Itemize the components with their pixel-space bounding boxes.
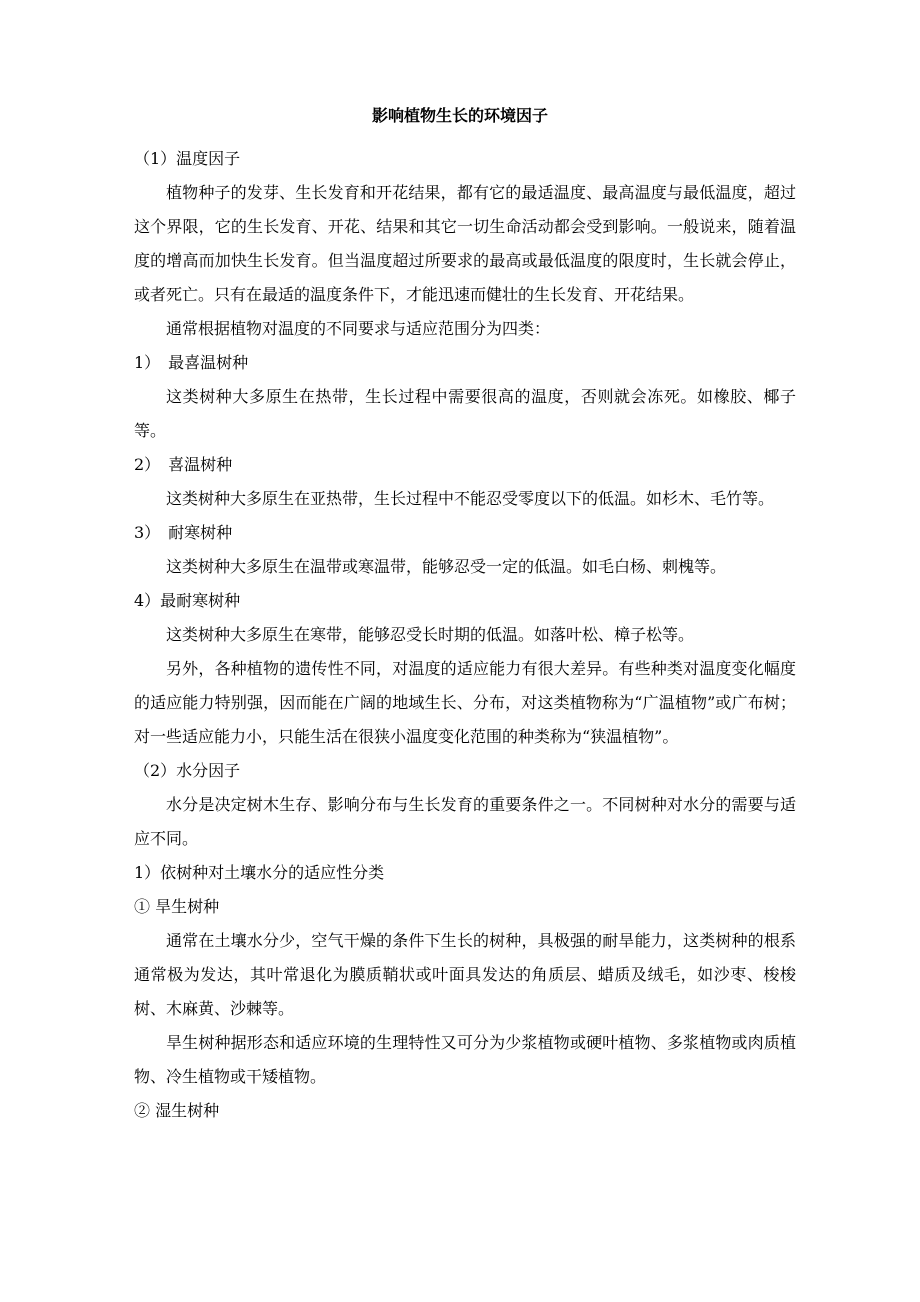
- list-heading-hygrophyte: ② 湿生树种: [134, 1101, 220, 1120]
- paragraph-warm: 这类树种大多原生在亚热带，生长过程中不能忍受零度以下的低温。如杉木、毛竹等。: [166, 489, 775, 508]
- paragraph-cold-tolerant: 这类树种大多原生在温带或寒温带，能够忍受一定的低温。如毛白杨、刺槐等。: [166, 557, 727, 576]
- list-heading-most-warm: 1） 最喜温树种: [134, 353, 249, 372]
- paragraph-xerophyte-types: 旱生树种据形态和适应环境的生理特性又可分为少浆植物或硬叶植物、多浆植物或肉质植物、冷生植物或干矮植物。: [134, 1033, 796, 1086]
- paragraph-water-intro: 水分是决定树木生存、影响分布与生长发育的重要条件之一。不同树种对水分的需要与适应不同。: [134, 795, 796, 848]
- list-heading-most-cold-tolerant: 4）最耐寒树种: [134, 591, 241, 610]
- page-title: 影响植物生长的环境因子: [371, 106, 548, 125]
- paragraph-classification-intro: 通常根据植物对温度的不同要求与适应范围分为四类：: [166, 319, 551, 338]
- list-heading-xerophyte: ① 旱生树种: [134, 897, 220, 916]
- paragraph-most-cold-tolerant: 这类树种大多原生在寒带，能够忍受长时期的低温。如落叶松、樟子松等。: [166, 625, 695, 644]
- list-heading-warm: 2） 喜温树种: [134, 455, 233, 474]
- subsection-heading-soil-water: 1）依树种对土壤水分的适应性分类: [134, 863, 385, 882]
- paragraph-most-warm: 这类树种大多原生在热带，生长过程中需要很高的温度，否则就会冻死。如橡胶、椰子等。: [134, 387, 796, 440]
- paragraph-heredity: 另外，各种植物的遗传性不同，对温度的适应能力有很大差异。有些种类对温度变化幅度的适应能力特别强，因而能在广阔的地域生长、分布，对这类植物称为“广温植物”或广布树；对一些适应能力小，只能生活在很狭小温度变化范围的种类称为“狭温植物”。: [134, 659, 796, 746]
- paragraph-xerophyte: 通常在土壤水分少，空气干燥的条件下生长的树种，具极强的耐旱能力，这类树种的根系通常极为发达，其叶常退化为膜质鞘状或叶面具发达的角质层、蜡质及绒毛，如沙枣、梭梭树、木麻黄、沙棘等。: [134, 931, 796, 1018]
- list-heading-cold-tolerant: 3） 耐寒树种: [134, 523, 233, 542]
- document-body: [134, 142, 796, 1128]
- section-heading-temperature: （1）温度因子: [134, 149, 241, 168]
- section-heading-water: （2）水分因子: [134, 761, 241, 780]
- paragraph-temperature-intro: 植物种子的发芽、生长发育和开花结果，都有它的最适温度、最高温度与最低温度，超过这个界限，它的生长发育、开花、结果和其它一切生命活动都会受到影响。一般说来，随着温度的增高而加快生长发育。但当温度超过所要求的最高或最低温度的限度时，生长就会停止，或者死亡。只有在最适的温度条件下，才能迅速而健壮的生长发育、开花结果。: [134, 183, 796, 304]
